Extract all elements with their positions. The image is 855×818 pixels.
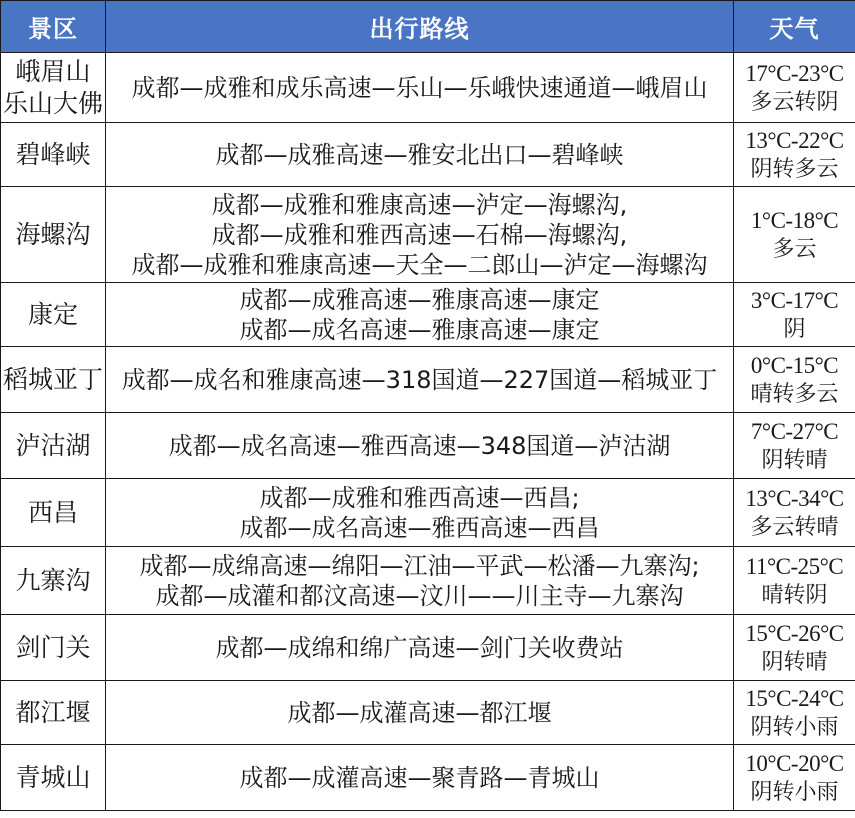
header-route: 出行路线	[106, 1, 734, 53]
route-cell	[106, 187, 734, 283]
route-line: 成都—成灌高速—聚青路—青城山	[239, 763, 600, 792]
route-line: 成都—成名和雅康高速—318国道—227国道—稻城亚丁	[121, 365, 718, 394]
route-cell	[106, 413, 734, 479]
temperature-range: 15°C-24°C	[745, 685, 844, 711]
weather-condition: 晴转阴	[761, 582, 828, 608]
table-row	[1, 283, 855, 347]
header-scenic: 景区	[1, 1, 106, 53]
route-cell	[106, 615, 734, 681]
table-row	[1, 745, 855, 811]
scenic-cell	[1, 187, 106, 283]
temperature-range: 15°C-26°C	[745, 620, 844, 646]
route-cell	[106, 547, 734, 615]
table-row	[1, 187, 855, 283]
scenic-cell	[1, 53, 106, 123]
route-cell	[106, 283, 734, 347]
header-row	[1, 1, 855, 53]
scenic-name: 西昌	[27, 497, 78, 527]
table-row	[1, 347, 855, 413]
scenic-cell	[1, 347, 106, 413]
weather-cell	[734, 347, 855, 413]
weather-cell	[734, 547, 855, 615]
scenic-cell	[1, 479, 106, 547]
table-row	[1, 413, 855, 479]
temperature-range: 10°C-20°C	[745, 750, 844, 776]
route-line: 成都—成绵和绵广高速—剑门关收费站	[215, 633, 624, 662]
table-row	[1, 53, 855, 123]
route-line: 成都—成雅和雅康高速—天全—二郎山—泸定—海螺沟	[131, 250, 708, 279]
scenic-cell	[1, 681, 106, 745]
weather-condition: 阴转小雨	[750, 779, 839, 805]
scenic-cell	[1, 745, 106, 811]
weather-condition: 阴转晴	[761, 649, 828, 675]
route-cell	[106, 347, 734, 413]
temperature-range: 13°C-34°C	[745, 485, 844, 511]
weather-condition: 多云	[772, 236, 817, 262]
route-line: 成都—成绵高速—绵阳—江油—平武—松潘—九寨沟;	[139, 551, 700, 580]
route-cell	[106, 745, 734, 811]
temperature-range: 0°C-15°C	[750, 352, 839, 378]
weather-cell	[734, 413, 855, 479]
scenic-cell	[1, 413, 106, 479]
temperature-range: 13°C-22°C	[745, 127, 844, 153]
table-row	[1, 615, 855, 681]
weather-cell	[734, 187, 855, 283]
weather-condition: 多云转晴	[750, 514, 839, 540]
table-row	[1, 479, 855, 547]
table-row	[1, 681, 855, 745]
scenic-name: 乐山大佛	[2, 88, 103, 118]
scenic-name: 都江堰	[15, 697, 91, 727]
temperature-range: 11°C-25°C	[745, 553, 844, 579]
route-line: 成都—成雅和雅西高速—西昌;	[259, 483, 580, 512]
temperature-range: 7°C-27°C	[750, 418, 839, 444]
route-line: 成都—成名高速—雅西高速—348国道—泸沽湖	[168, 431, 671, 460]
weather-condition: 阴转多云	[750, 156, 839, 182]
weather-cell	[734, 615, 855, 681]
scenic-cell	[1, 283, 106, 347]
route-line: 成都—成雅和雅西高速—石棉—海螺沟,	[211, 220, 628, 249]
weather-cell	[734, 681, 855, 745]
temperature-range: 17°C-23°C	[745, 60, 844, 86]
route-cell	[106, 53, 734, 123]
scenic-name: 康定	[27, 299, 78, 329]
route-line: 成都—成灌高速—都江堰	[287, 698, 552, 727]
route-line: 成都—成雅和成乐高速—乐山—乐峨快速通道—峨眉山	[131, 73, 708, 102]
weather-cell	[734, 745, 855, 811]
weather-cell	[734, 479, 855, 547]
weather-condition: 多云转阴	[750, 89, 839, 115]
scenic-cell	[1, 547, 106, 615]
weather-condition: 晴转多云	[750, 381, 839, 407]
table-row	[1, 547, 855, 615]
route-line: 成都—成雅高速—雅康高速—康定	[239, 285, 600, 314]
weather-cell	[734, 123, 855, 187]
scenic-name: 稻城亚丁	[2, 364, 103, 394]
weather-cell	[734, 53, 855, 123]
scenic-name: 青城山	[15, 762, 91, 792]
route-line: 成都—成名高速—雅康高速—康定	[239, 315, 600, 344]
weather-condition: 阴转小雨	[750, 714, 839, 740]
weather-condition: 阴	[783, 316, 806, 342]
route-line: 成都—成名高速—雅西高速—西昌	[239, 513, 600, 542]
route-cell	[106, 123, 734, 187]
scenic-cell	[1, 123, 106, 187]
temperature-range: 1°C-18°C	[750, 207, 839, 233]
scenic-name: 碧峰峡	[15, 139, 91, 169]
route-line: 成都—成雅高速—雅安北出口—碧峰峡	[215, 140, 624, 169]
route-line: 成都—成灌和都汶高速—汶川——川主寺—九寨沟	[155, 581, 684, 610]
scenic-cell	[1, 615, 106, 681]
header-weather: 天气	[734, 1, 855, 53]
temperature-range: 3°C-17°C	[750, 287, 839, 313]
route-cell	[106, 479, 734, 547]
scenic-name: 剑门关	[15, 632, 91, 662]
scenic-name: 峨眉山	[15, 56, 91, 86]
route-cell	[106, 681, 734, 745]
table-row	[1, 123, 855, 187]
scenic-name: 泸沽湖	[15, 430, 91, 460]
route-line: 成都—成雅和雅康高速—泸定—海螺沟,	[211, 190, 628, 219]
scenic-name: 九寨沟	[15, 565, 91, 595]
weather-condition: 阴转晴	[761, 447, 828, 473]
weather-cell	[734, 283, 855, 347]
scenic-name: 海螺沟	[15, 219, 91, 249]
